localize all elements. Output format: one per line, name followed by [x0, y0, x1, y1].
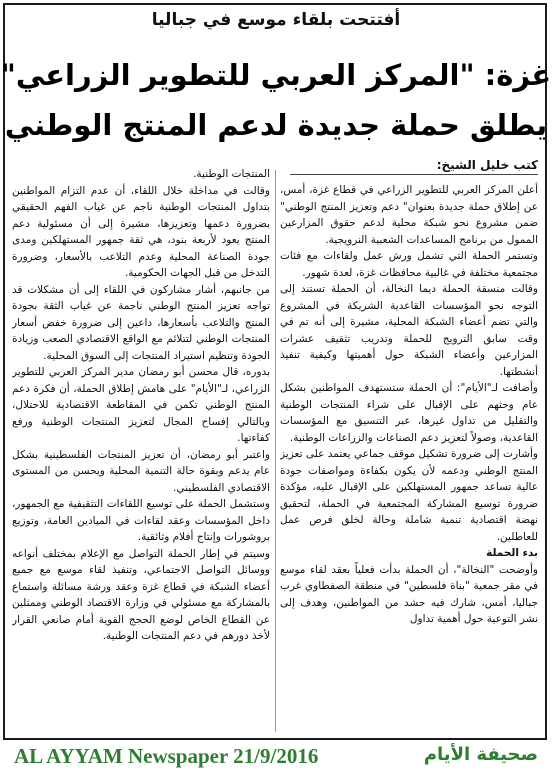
paragraph: وقالت في مداخلة خلال اللقاء، أن عدم التزام المواطنين بتداول المنتجات الوطنية ناجم عن غياب الفهم الحقيقي بضرورة دعمها وتعزيزها، مشيرة إلى أن مسئولية دعم المنتج يعود لأربعة بنود، هي ثقة جمهور المستهلكين ومدى جودة الصناعة المحلية وعدم التلاعب بالأسعار، وضرورة التدخل من قبل الجهات الحكومية. [12, 184, 270, 279]
source-footer [10, 742, 542, 774]
headline-line-2: يطلق حملة جديدة لدعم المنتج الوطني [4, 108, 548, 142]
paragraph: وسيتم في إطار الحملة التواصل مع الإعلام بمختلف أنواعه ووسائل التواصل الاجتماعي، وتنفيذ لقاء موسع مع جميع أعضاء الشبكة في قطاع غزة وعقد ورشة مسائلة واستماع بالمشاركة مع مسئولي في وزارة الاقتصاد الوطني وممثلين عن القطاع الخاص لوضع الحجج القوية أمام صانعي القرار لأخذ دورهم في دعم المنتجات الوطنية. [12, 547, 270, 642]
column-divider [275, 170, 276, 732]
paragraph: وأشارت إلى ضرورة تشكيل موقف جماعي يعتمد على تعزيز المنتج الوطني ودعمه لأن يكون بكفاءة ومواصفات جودة عالية تساعد جمهور المستهلكين على الإقبال عليه، مؤكدة ضرورة توسيع المشاركة المجتمعية في الحملة، لتحقيق نهضة اقتصادية تنمية شاملة وحالة لخلق فرص عمل للعاطلين. [280, 448, 538, 543]
paragraph: وأضافت لـ"الأيام": أن الحملة ستستهدف المواطنين بشكل عام وحثهم على الإقبال على شراء المنتجات الوطنية والتقليل من تداول غيرها، عبر التنسيق مع المؤسسات القاعدية، وصولاً لتعزيز دعم الصناعات والزراعات الوطنية. [280, 382, 538, 444]
article-kicker: أفتتحت بلقاء موسع في جباليا [151, 10, 401, 30]
paragraph: وستشمل الحملة على توسيع اللقاءات التثقيفية مع الجمهور، داخل المؤسسات وعقد لقاءات في الميادين العامة، وتوزيع بروشورات وإنتاج أفلام وثائقية. [12, 498, 270, 543]
source-caption-english: AL AYYAM Newspaper 21/9/2016 [14, 744, 319, 768]
paragraph: المنتجات الوطنية. [193, 168, 270, 180]
paragraph: أعلن المركز العربي للتطوير الزراعي في قطاع غزة، أمس، عن إطلاق حملة جديدة بعنوان" دعم وتعزيز المنتج الوطني" ضمن مشروع نحو شبكة محلية لدعم حقوق المزارعين الممول من برنامج المساعدات الشعبية النرويجية. [280, 184, 538, 246]
source-caption-arabic: صحيفة الأيام [423, 744, 538, 765]
subheading: بدء الحملة [486, 547, 538, 559]
paragraph: وأوضحت "النخالة"، أن الحملة بدأت فعلياً بعقد لقاء موسع في مقر جمعية "بناة فلسطين" في منطقة الصفطاوي غرب جباليا، أمس، شارك فيه حشد من المواطنين، وهدف إلى نشر التوعية حول أهمية تداول [280, 563, 538, 625]
paragraph: وتستمر الحملة التي تشمل ورش عمل ولقاءات مع فئات مجتمعية مختلفة في غالبية محافظات غزة، لعدة شهور. [280, 250, 538, 279]
paragraph: وقالت منسقة الحملة ديما النخالة، أن الحملة تستند إلى التوجه نحو المؤسسات القاعدية الشريكة في المشروع والتي تضم أعضاء الشبكة المحلية، مشيرة إلى أنه تم في وقت سابق الترويج للحملة وتدريب تثقيف عشرات المزارعين وأعضاء الشبكة حول أهميتها وكيفية تنفيذ أنشطتها. [280, 283, 538, 378]
paragraph: بدوره، قال محسن أبو رمضان مدير المركز العربي للتطوير الزراعي، لـ"الأيام" على هامش إطلاق الحملة، أن فكرة دعم المنتج الوطني تكمن في المقاطعة الاقتصادية للاحتلال، وبالتالي إفساح المجال لتعزيز المنتجات الوطنية ورفع كفاءتها. [12, 366, 270, 444]
article-column-right [280, 182, 538, 734]
byline: كتب خليل الشيخ: [290, 158, 538, 175]
headline-line-1: غزة: "المركز العربي للتطوير الزراعي" [0, 58, 552, 92]
paragraph: واعتبر أبو رمضان، أن تعزيز المنتجات الفلسطينية بشكل عام يدعم وبقوة حالة التنمية المحلية ويحسن من المستوى الاقتصادي الفلسطيني. [12, 448, 270, 494]
paragraph: من جانبهم، أشار مشاركون في اللقاء إلى أن مشكلات قد تواجه تعزيز المنتج الوطني ناجمة عن غياب الثقة بجودة المنتج والتلاعب بأسعارها، داعين إلى ضرورة خفض أسعار المنتجات الوطني لتتلائم مع الواقع الاقتصادي الصعب وزيادة الجودة وتنظيم استيراد المنتجات إلى السوق المحلية. [12, 283, 270, 362]
article-column-left [12, 166, 270, 734]
